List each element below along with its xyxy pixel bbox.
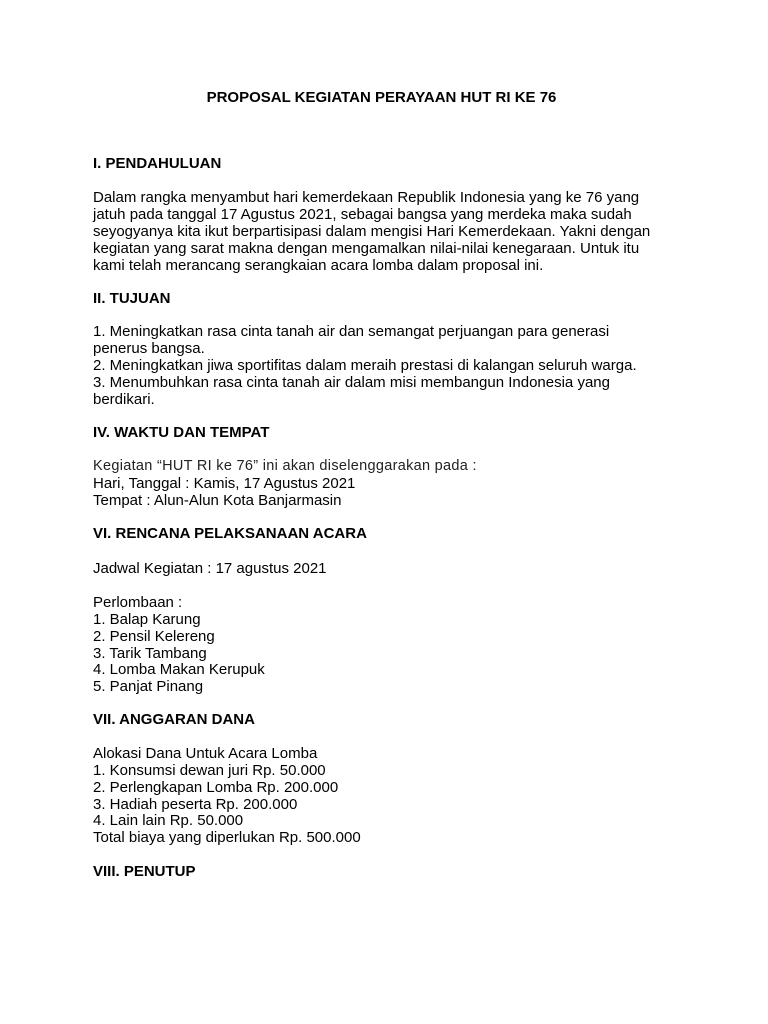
anggaran-line: Alokasi Dana Untuk Acara Lomba <box>93 745 318 762</box>
list-line: 1. Meningkatkan rasa cinta tanah air dan semangat perjuangan para generasi <box>93 323 610 340</box>
list-item: 2. Pensil Kelereng <box>93 628 215 645</box>
paragraph-line: kegiatan yang sarat makna dengan mengamalkan nilai-nilai kenegaraan. Untuk itu <box>93 240 640 257</box>
anggaran-line: 4. Lain lain Rp. 50.000 <box>93 812 244 829</box>
section-heading-pendahuluan: I. PENDAHULUAN <box>93 155 222 172</box>
section-heading-tujuan: II. TUJUAN <box>93 290 171 307</box>
list-item: 5. Panjat Pinang <box>93 678 204 695</box>
list-line: penerus bangsa. <box>93 340 205 357</box>
section-heading-rencana: VI. RENCANA PELAKSANAAN ACARA <box>93 525 367 542</box>
paragraph-line: seyogyanya kita ikut berpartisipasi dalam mengisi Hari Kemerdekaan. Yakni dengan <box>93 223 651 240</box>
section-heading-waktu: IV. WAKTU DAN TEMPAT <box>93 424 270 441</box>
anggaran-line: 2. Perlengkapan Lomba Rp. 200.000 <box>93 779 339 796</box>
list-item: 4. Lomba Makan Kerupuk <box>93 661 265 678</box>
section-heading-penutup: VIII. PENUTUP <box>93 863 196 880</box>
waktu-intro: Kegiatan “HUT RI ke 76” ini akan diselenggarakan pada : <box>93 458 477 474</box>
list-item: 3. Tarik Tambang <box>93 645 207 662</box>
list-line: berdikari. <box>93 391 155 408</box>
paragraph-line: jatuh pada tanggal 17 Agustus 2021, sebagai bangsa yang merdeka maka sudah <box>93 206 632 223</box>
anggaran-line: 3. Hadiah peserta Rp. 200.000 <box>93 796 298 813</box>
paragraph-line: Dalam rangka menyambut hari kemerdekaan Republik Indonesia yang ke 76 yang <box>93 189 640 206</box>
list-line: 3. Menumbuhkan rasa cinta tanah air dalam misi membangun Indonesia yang <box>93 374 610 391</box>
waktu-place: Tempat : Alun-Alun Kota Banjarmasin <box>93 492 342 509</box>
anggaran-line: 1. Konsumsi dewan juri Rp. 50.000 <box>93 762 326 779</box>
document-title: PROPOSAL KEGIATAN PERAYAAN HUT RI KE 76 <box>206 89 557 106</box>
waktu-date: Hari, Tanggal : Kamis, 17 Agustus 2021 <box>93 475 356 492</box>
jadwal-line: Jadwal Kegiatan : 17 agustus 2021 <box>93 560 327 577</box>
list-item: 1. Balap Karung <box>93 611 201 628</box>
paragraph-line: kami telah merancang serangkaian acara lomba dalam proposal ini. <box>93 257 544 274</box>
list-line: 2. Meningkatkan jiwa sportifitas dalam meraih prestasi di kalangan seluruh warga. <box>93 357 637 374</box>
perlombaan-label: Perlombaan : <box>93 594 183 611</box>
section-heading-anggaran: VII. ANGGARAN DANA <box>93 711 255 728</box>
anggaran-total: Total biaya yang diperlukan Rp. 500.000 <box>93 829 361 846</box>
